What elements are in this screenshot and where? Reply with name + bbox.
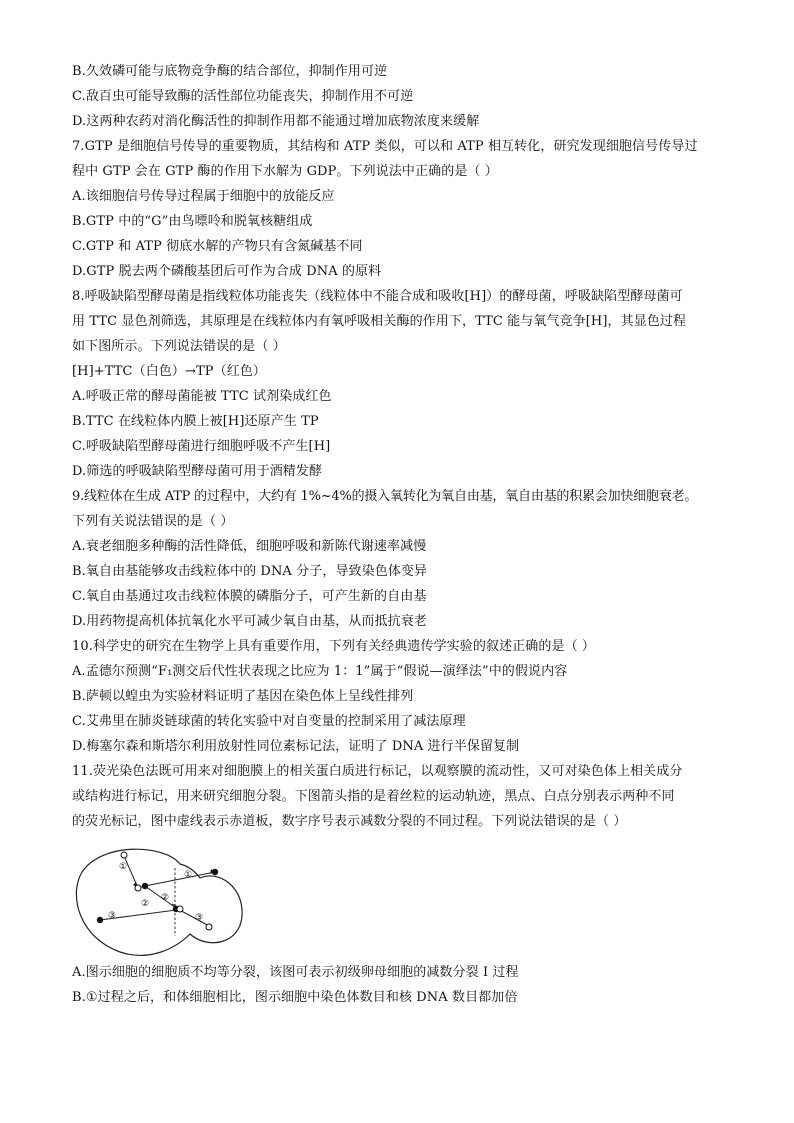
cell-outline: [76, 849, 242, 955]
black-dot: [142, 883, 148, 889]
option-d: D.筛选的呼吸缺陷型酵母菌可用于酒精发酵: [72, 464, 323, 479]
option-b: B.萨顿以蝗虫为实验材料证明了基因在染色体上呈线性排列: [72, 689, 414, 704]
figure-label: ①: [184, 870, 193, 880]
text-line: C.敌百虫可能导致酶的活性部位功能丧失，抑制作用不可逆: [72, 89, 414, 104]
text-line: B.久效磷可能与底物竞争酶的结合部位，抑制作用可逆: [72, 64, 388, 79]
figure-label: ②: [161, 893, 170, 903]
question-10-stem: 10.科学史的研究在生物学上具有重要作用，下列有关经典遗传学实验的叙述正确的是（ ）: [72, 639, 596, 654]
white-dot: [177, 906, 183, 912]
reaction-equation: [H]+TTC（白色）→TP（红色）: [72, 364, 267, 379]
option-a: A.呼吸正常的酵母菌能被 TTC 试剂染成红色: [72, 389, 332, 404]
question-7-stem: 程中 GTP 会在 GTP 酶的作用下水解为 GDP。下列说法中正确的是（ ）: [72, 164, 498, 179]
question-8-stem: 如下图所示。下列说法错误的是（ ）: [72, 339, 286, 354]
option-b: B.GTP 中的“G”由鸟嘌呤和脱氧核糖组成: [72, 214, 313, 229]
question-8-stem: 用 TTC 显色剂筛选，其原理是在线粒体内有氧呼吸相关酶的作用下，TTC 能与氧气竞争[H]，其显色过程: [72, 314, 687, 329]
question-9-stem: 9.线粒体在生成 ATP 的过程中，大约有 1%~4%的摄入氧转化为氧自由基，氧自由基的积累会加快细胞衰老。: [72, 489, 698, 504]
option-b: B.TTC 在线粒体内膜上被[H]还原产生 TP: [72, 414, 319, 429]
question-11-stem: 11.荧光染色法既可用来对细胞膜上的相关蛋白质进行标记，以观察膜的流动性，又可对染色体上相关成分: [72, 764, 683, 779]
figure-label: ①: [119, 862, 128, 872]
white-dot: [206, 924, 212, 930]
text-line: D.这两种农药对消化酶活性的抑制作用都不能通过增加底物浓度来缓解: [72, 114, 480, 129]
option-b: B.氧自由基能够攻击线粒体中的 DNA 分子，导致染色体变异: [72, 564, 428, 579]
white-dot: [121, 852, 127, 858]
option-a: A.该细胞信号传导过程属于细胞中的放能反应: [72, 189, 335, 204]
figure-label: ②: [141, 899, 150, 909]
question-11-stem: 的荧光标记，图中虚线表示赤道板，数字序号表示减数分裂的不同过程。下列说法错误的是（ ）: [72, 814, 627, 829]
option-c: C.GTP 和 ATP 彻底水解的产物只有含氮碱基不同: [72, 239, 363, 254]
option-c: C.氧自由基通过攻击线粒体膜的磷脂分子，可产生新的自由基: [72, 589, 427, 604]
option-b: B.①过程之后，和体细胞相比，图示细胞中染色体数目和核 DNA 数目都加倍: [72, 990, 518, 1005]
option-a: A.图示细胞的细胞质不均等分裂，该图可表示初级卵母细胞的减数分裂 I 过程: [72, 965, 519, 980]
black-dot: [97, 917, 103, 923]
option-d: D.用药物提高机体抗氧化水平可减少氧自由基，从而抵抗衰老: [72, 614, 427, 629]
question-8-stem: 8.呼吸缺陷型酵母菌是指线粒体功能丧失（线粒体中不能合成和吸收[H]）的酵母菌，呼吸缺陷型酵母菌可: [72, 289, 683, 304]
option-a: A.孟德尔预测“F₁测交后代性状表现之比应为 1：1”属于“假说—演绎法”中的假说内容: [72, 664, 568, 679]
cell-division-figure: [72, 838, 252, 958]
option-d: D.梅塞尔森和斯塔尔利用放射性同位素标记法，证明了 DNA 进行半保留复制: [72, 739, 520, 754]
option-c: C.艾弗里在肺炎链球菌的转化实验中对自变量的控制采用了减法原理: [72, 714, 466, 729]
black-dot: [212, 869, 218, 875]
figure-label: ③: [195, 913, 204, 923]
question-11-stem: 或结构进行标记，用来研究细胞分裂。下图箭头指的是着丝粒的运动轨迹，黑点、白点分别表示两种不同: [72, 789, 675, 804]
white-dot: [135, 885, 141, 891]
question-9-stem: 下列有关说法错误的是（ ）: [72, 514, 234, 529]
option-d: D.GTP 脱去两个磷酸基团后可作为合成 DNA 的原料: [72, 264, 382, 279]
trajectory-line: [145, 872, 215, 886]
figure-label: ③: [108, 911, 117, 921]
question-7-stem: 7.GTP 是细胞信号传导的重要物质，其结构和 ATP 类似，可以和 ATP 相互转化，研究发现细胞信号传导过: [72, 139, 698, 154]
option-a: A.衰老细胞多种酶的活性降低，细胞呼吸和新陈代谢速率减慢: [72, 539, 427, 554]
option-c: C.呼吸缺陷型酵母菌进行细胞呼吸不产生[H]: [72, 439, 331, 454]
